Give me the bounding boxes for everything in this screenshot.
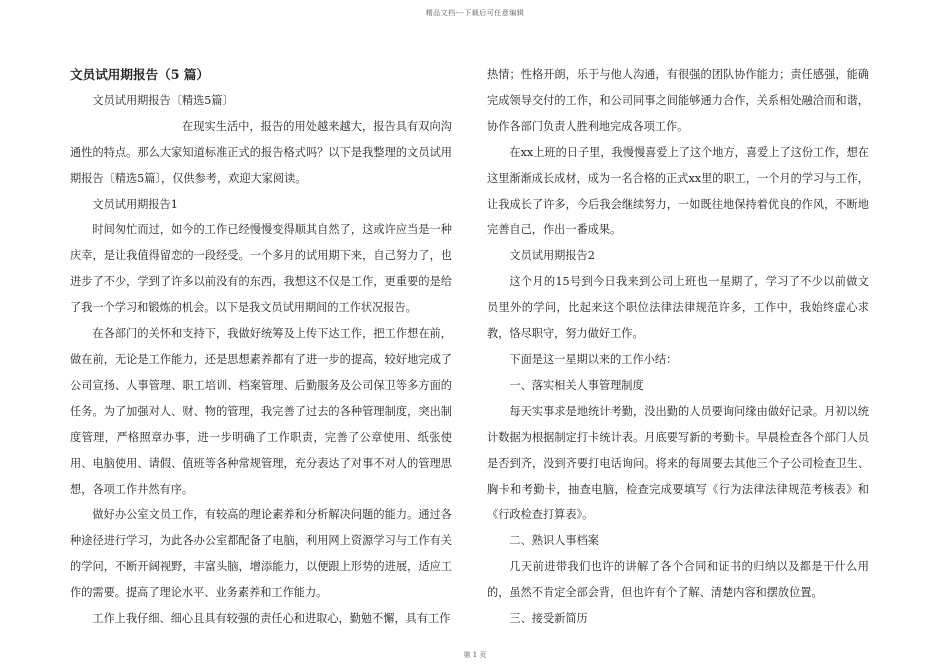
paragraph: 在现实生活中，报告的用处越来越大，报告具有双向沟通性的特点。那么大家知道标准正式的报告格式吗？以下是我整理的文员试用期报告〔精选5篇〕，仅供参考，欢迎大家阅读。 (70, 119, 452, 185)
document-title: 文员试用期报告（5 篇） (70, 67, 210, 82)
paragraph: 做好办公室文员工作，有较高的理论素养和分析解决问题的能力。通过各种途径进行学习，为此各办公室都配备了电脑，利用网上资源学习与工作有关的学问，不断开阔视野，丰富头脑，增添能力，以便跟上形势的进展，适应工作的需要。提高了理论水平、业务素养和工作能力。 (70, 508, 452, 600)
section-heading: 文员试用期报告1 (92, 197, 178, 211)
paragraph: 在xx上班的日子里，我慢慢喜爱上了这个地方，喜爱上了这份工作，想在这里渐渐成长成材，成为一名合格的正式xx里的职工，一个月的学习与工作，让我成长了许多，今后我会继续努力，一如既往地保持着优良的作风，不断地完善自己，作出一番成果。 (487, 145, 869, 237)
section-heading: 二、熟识人事档案 (509, 534, 599, 548)
section-heading: 一、落实相关人事管理制度 (509, 378, 644, 392)
paragraph: 几天前进带我们也许的讲解了各个合同和证书的归纳以及都是干什么用的，虽然不肯定全部会背，但也许有个了解、清楚内容和摆放位置。 (487, 560, 869, 600)
paragraph: 这个月的15号到今日我来到公司上班也一星期了，学习了不少以前做文员里外的学问，比起来这个职位法律法律规范许多，工作中，我始终虚心求教，恪尽职守，努力做好工作。 (487, 275, 869, 341)
paragraph: 下面是这一星期以来的工作小结： (509, 352, 678, 366)
left-column (70, 62, 452, 632)
page-header: 精品文档---下载后可任意编辑 (425, 9, 525, 17)
section-heading: 三、接受新简历 (509, 612, 588, 626)
page-number: 第 1 页 (463, 651, 487, 659)
paragraph: 热情；性格开朗，乐于与他人沟通，有很强的团队协作能力；责任感强，能确完成领导交付的工作，和公司同事之间能够通力合作，关系相处融洽而和谐，协作各部门负责人胜利地完成各项工作。 (487, 68, 869, 133)
paragraph: 时间匆忙而过，如今的工作已经慢慢变得顺其自然了，这或许应当是一种庆幸，是让我值得留恋的一段经受。一个多月的试用期下来，自己努力了，也进步了不少，学到了许多以前没有的东西，我想这不仅是工作，更重要的是给了我一个学习和锻炼的机会。以下是我文员试用期间的工作状况报告。 (70, 223, 452, 315)
subtitle: 文员试用期报告〔精选5篇〕 (92, 93, 234, 107)
section-heading: 文员试用期报告2 (509, 249, 595, 263)
paragraph: 每天实事求是地统计考勤，没出勤的人员要询问缘由做好记录。月初以统计数据为根据制定打卡统计表。月底要写新的考勤卡。早晨检查各个部门人员是否到齐，没到齐要打电话询问。将来的每周要去其他三个子公司检查卫生、胸卡和考勤卡，抽查电脑，检查完成要填写《行为法律法律规范考核表》和《行政检查打算表》。 (487, 404, 869, 522)
paragraph: 工作上我仔细、细心且具有较强的责任心和进取心，勤勉不懈，具有工作 (92, 612, 451, 626)
right-column (487, 62, 869, 632)
paragraph: 在各部门的关怀和支持下，我做好统筹及上传下达工作，把工作想在前，做在前，无论是工作能力，还是思想素养都有了进一步的提高，较好地完成了公司宣扬、人事管理、职工培训、档案管理、后勤服务及公司保卫等多方面的任务。为了加强对人、财、物的管理，我完善了过去的各种管理制度，突出制度管理，严格照章办事，进一步明确了工作职责，完善了公章使用、纸张使用、电脑使用、请假、值班等各种常规管理，充分表达了对事不对人的管理思想，各项工作井然有序。 (70, 327, 452, 496)
